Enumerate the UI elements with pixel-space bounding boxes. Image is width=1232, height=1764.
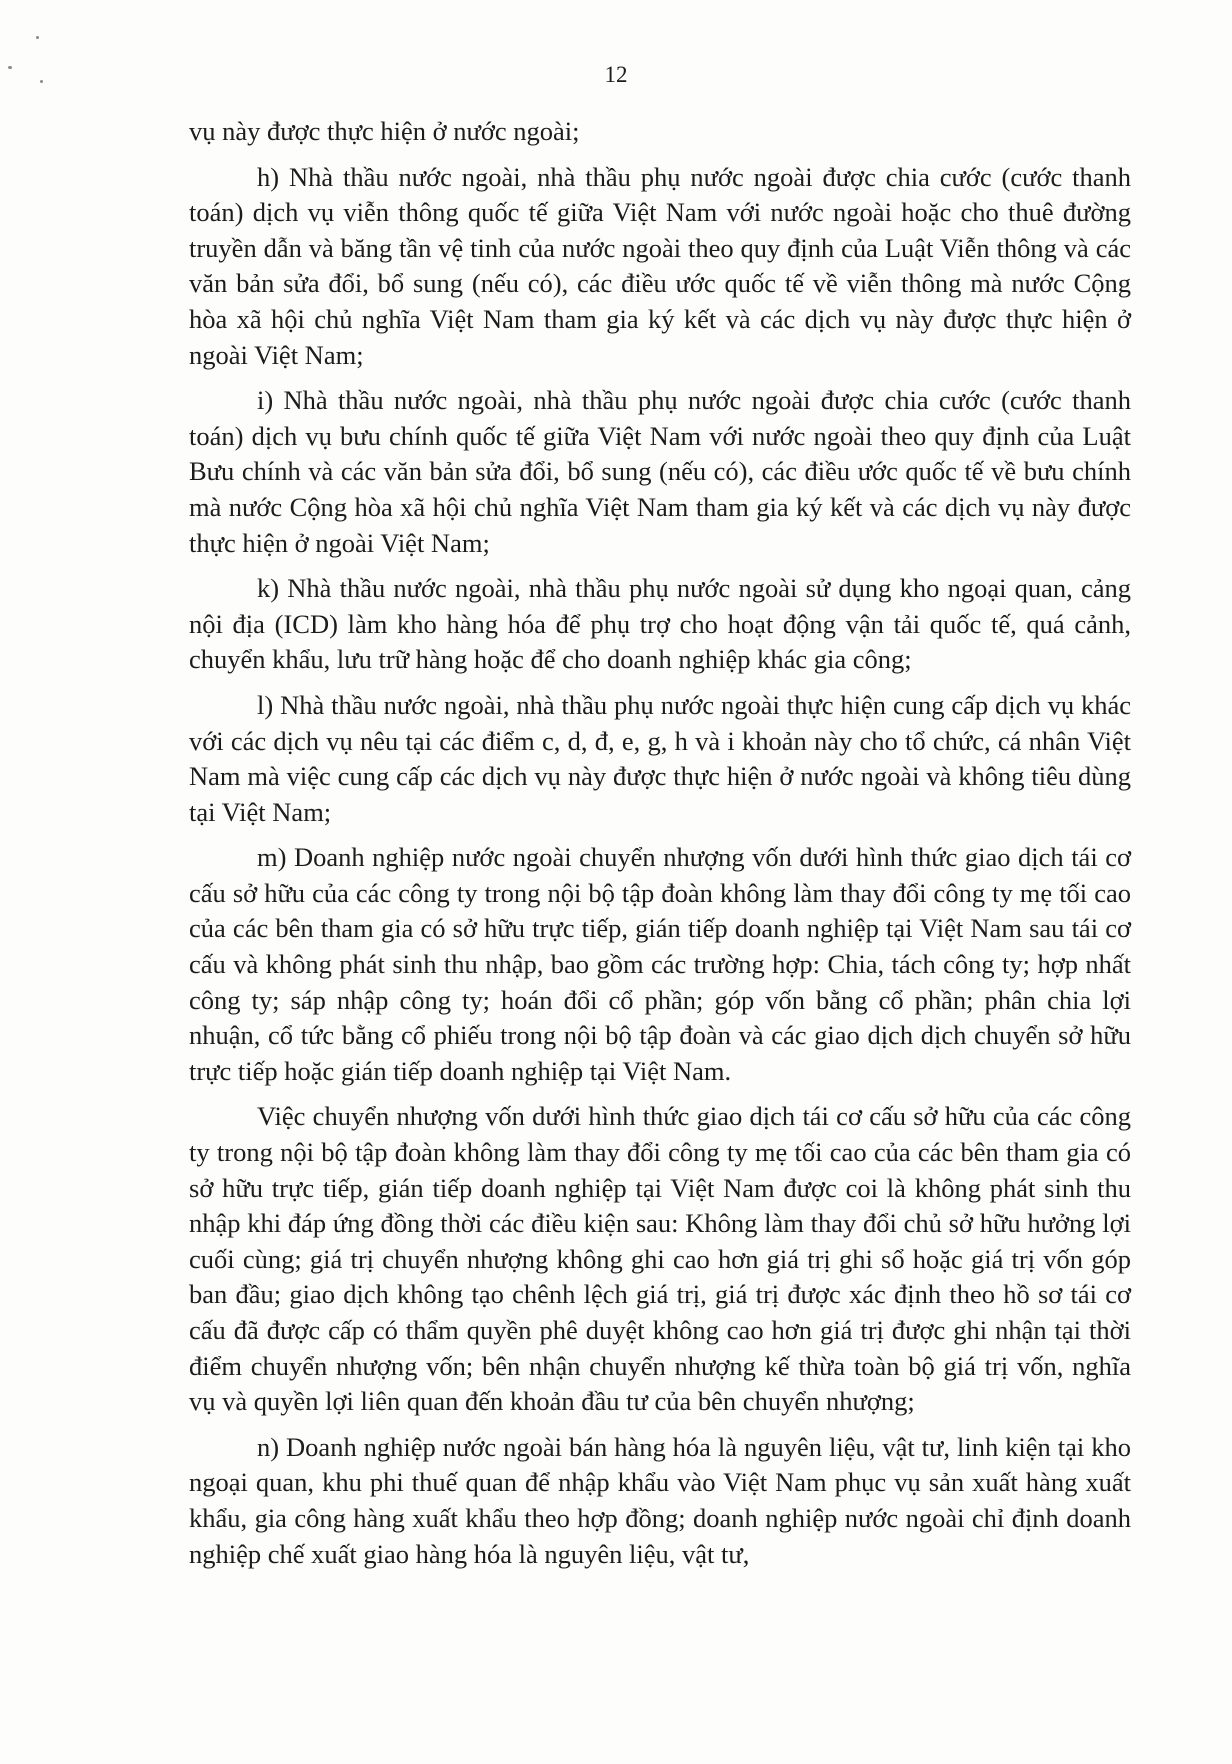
paragraph-capital-transfer: Việc chuyển nhượng vốn dưới hình thức giao dịch tái cơ cấu sở hữu của các công ty trong nội bộ tập đoàn không làm thay đổi công ty mẹ tối cao của các bên tham gia có sở hữu trực tiếp, gián tiếp doanh nghiệp tại Việt Nam được coi là không phát sinh thu nhập khi đáp ứng đồng thời các điều kiện sau: Không làm thay đổi chủ sở hữu hưởng lợi cuối cùng; giá trị chuyển nhượng không ghi cao hơn giá trị ghi sổ hoặc giá trị vốn góp ban đầu; giao dịch không tạo chênh lệch giá trị, giá trị được xác định theo hồ sơ tái cơ cấu đã được cấp có thẩm quyền phê duyệt không cao hơn giá trị được ghi nhận tại thời điểm chuyển nhượng vốn; bên nhận chuyển nhượng kế thừa toàn bộ giá trị vốn, nghĩa vụ và quyền lợi liên quan đến khoản đầu tư của bên chuyển nhượng; (189, 1101, 1131, 1417)
paragraph-item-n: n) Doanh nghiệp nước ngoài bán hàng hóa là nguyên liệu, vật tư, linh kiện tại kho ngoại quan, khu phi thuế quan để nhập khẩu vào Việt Nam phục vụ sản xuất hàng xuất khẩu, gia công hàng xuất khẩu theo hợp đồng; doanh nghiệp nước ngoài chỉ định doanh nghiệp chế xuất giao hàng hóa là nguyên liệu, vật tư, (189, 1431, 1131, 1569)
paragraph-item-m: m) Doanh nghiệp nước ngoài chuyển nhượng vốn dưới hình thức giao dịch tái cơ cấu sở hữu của các công ty trong nội bộ tập đoàn không làm thay đổi công ty mẹ tối cao của các bên tham gia có sở hữu trực tiếp, gián tiếp doanh nghiệp tại Việt Nam sau tái cơ cấu và không phát sinh thu nhập, bao gồm các trường hợp: Chia, tách công ty; hợp nhất công ty; sáp nhập công ty; hoán đổi cổ phần; góp vốn bằng cổ phần; phân chia lợi nhuận, cổ tức bằng cổ phiếu trong nội bộ tập đoàn và các giao dịch dịch chuyển sở hữu trực tiếp hoặc gián tiếp doanh nghiệp tại Việt Nam. (189, 842, 1131, 1086)
document-body (189, 114, 1131, 1582)
paragraph-item-h: h) Nhà thầu nước ngoài, nhà thầu phụ nước ngoài được chia cước (cước thanh toán) dịch vụ viễn thông quốc tế giữa Việt Nam với nước ngoài hoặc cho thuê đường truyền dẫn và băng tần vệ tinh của nước ngoài theo quy định của Luật Viễn thông và các văn bản sửa đổi, bổ sung (nếu có), các điều ước quốc tế về viễn thông mà nước Cộng hòa xã hội chủ nghĩa Việt Nam tham gia ký kết và các dịch vụ này được thực hiện ở ngoài Việt Nam; (189, 161, 1131, 370)
page-number: 12 (604, 62, 628, 87)
paragraph-item-i: i) Nhà thầu nước ngoài, nhà thầu phụ nước ngoài được chia cước (cước thanh toán) dịch vụ bưu chính quốc tế giữa Việt Nam với nước ngoài theo quy định của Luật Bưu chính và các văn bản sửa đổi, bổ sung (nếu có), các điều ước quốc tế về bưu chính mà nước Cộng hòa xã hội chủ nghĩa Việt Nam tham gia ký kết và các dịch vụ này được thực hiện ở ngoài Việt Nam; (189, 385, 1131, 558)
paragraph-item-l: l) Nhà thầu nước ngoài, nhà thầu phụ nước ngoài thực hiện cung cấp dịch vụ khác với các dịch vụ nêu tại các điểm c, d, đ, e, g, h và i khoản này cho tổ chức, cá nhân Việt Nam mà việc cung cấp các dịch vụ này được thực hiện ở nước ngoài và không tiêu dùng tại Việt Nam; (189, 689, 1131, 827)
scan-speck (36, 36, 39, 39)
paragraph-item-k: k) Nhà thầu nước ngoài, nhà thầu phụ nước ngoài sử dụng kho ngoại quan, cảng nội địa (ICD) làm kho hàng hóa để phụ trợ cho hoạt động vận tải quốc tế, quá cảnh, chuyển khẩu, lưu trữ hàng hoặc để cho doanh nghiệp khác gia công; (189, 573, 1131, 675)
paragraph-continuation: vụ này được thực hiện ở nước ngoài; (189, 116, 580, 146)
